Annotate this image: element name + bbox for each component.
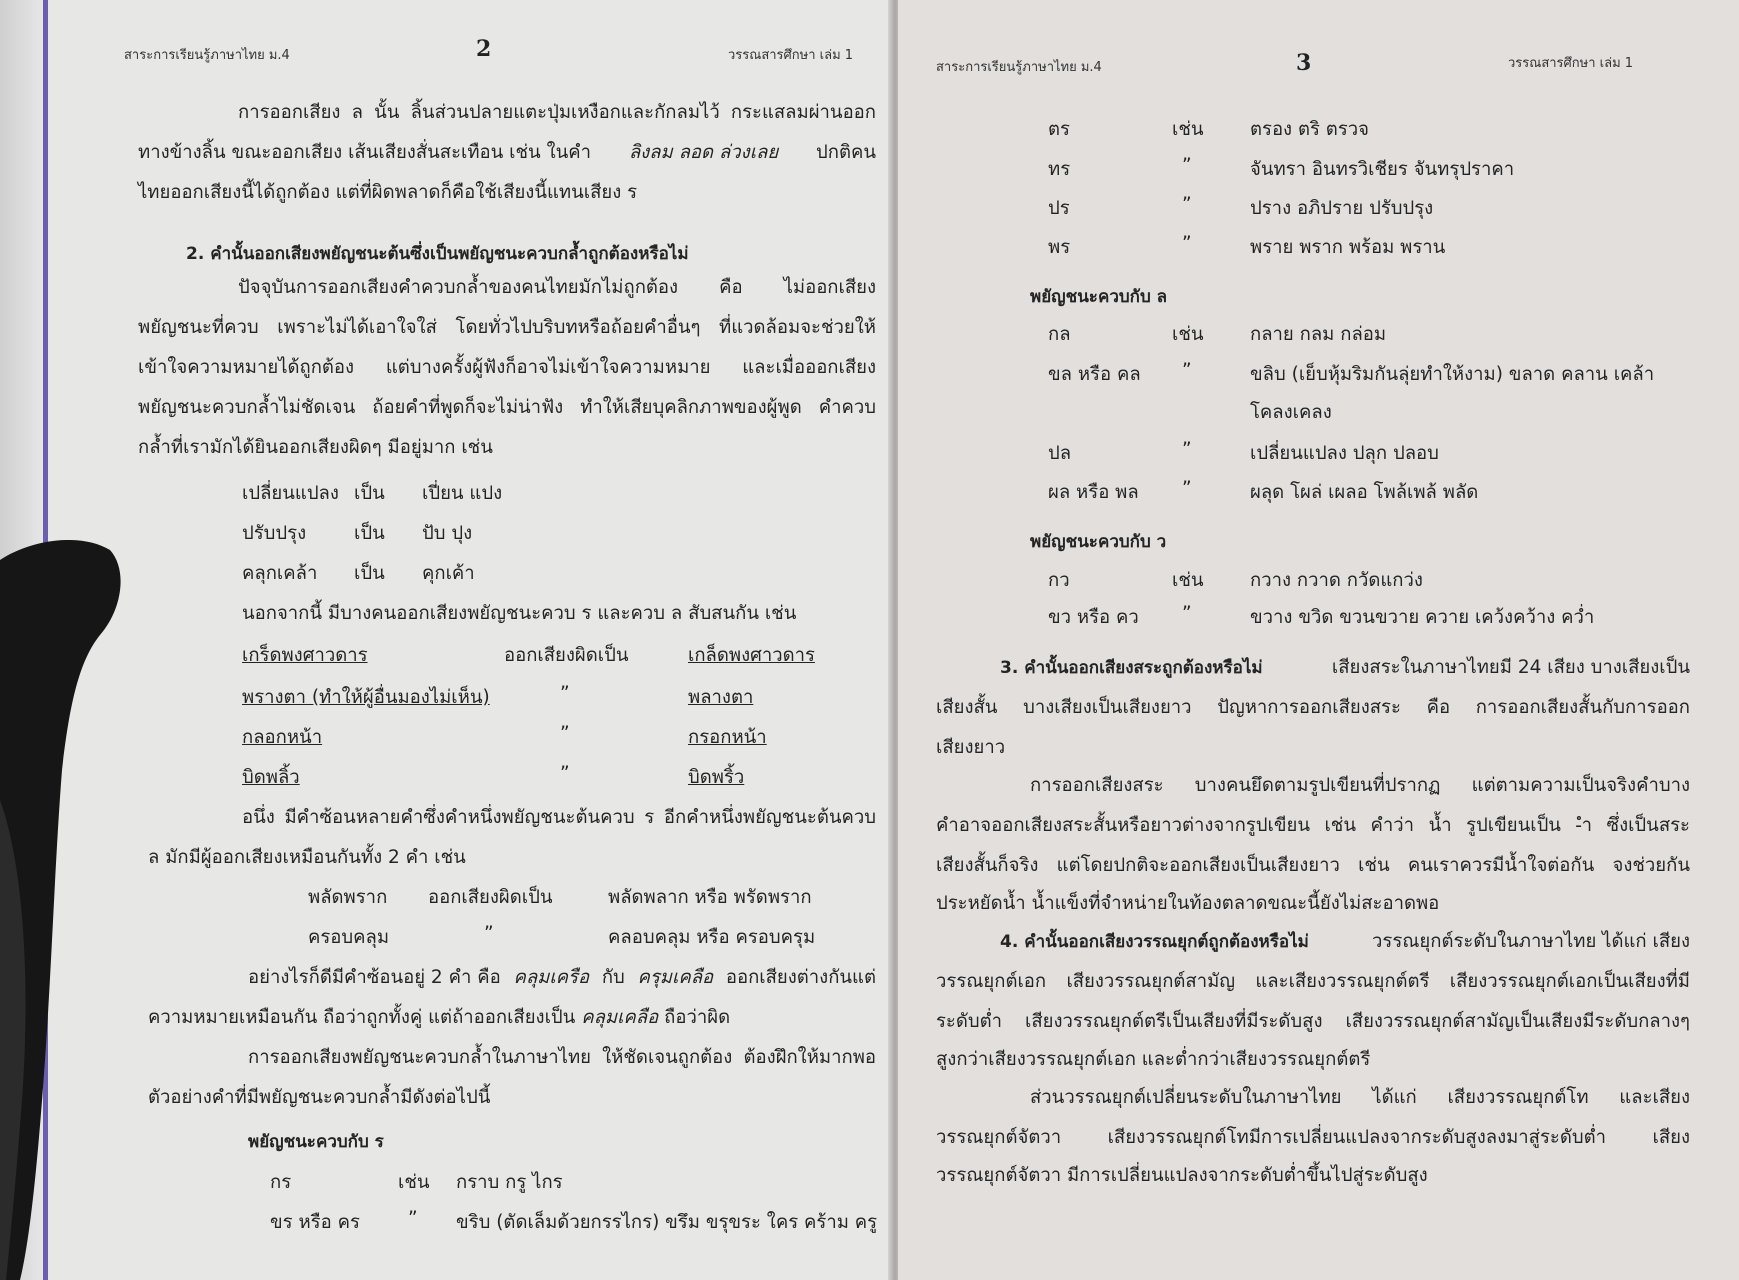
- italic-run: ลิงลม ลอด ล่วงเลย: [628, 142, 779, 163]
- paragraph-line: การออกเสียงสระ บางคนยึดตามรูปเขียนที่ปรากฏ แต่ตามความเป็นจริงคำบาง: [1030, 775, 1690, 796]
- dark-cloth-overlay: [0, 540, 125, 1280]
- example-sep: เป็น: [354, 483, 385, 504]
- example-word: เปลี่ยนแปลง: [242, 483, 339, 504]
- cluster-mark: ”: [1182, 478, 1192, 499]
- left-header-title: สาระการเรียนรู้ภาษาไทย ม.4: [124, 48, 290, 63]
- example-wrong: พลางตา: [688, 687, 754, 708]
- paragraph-line: ล มักมีผู้ออกเสียงเหมือนกันทั้ง 2 คำ เช่น: [148, 847, 466, 868]
- ditto-mark: ”: [560, 683, 570, 704]
- cluster: ปร: [1048, 198, 1070, 219]
- cluster-words: ขวาง ขวิด ขวนขวาย ควาย เคว้งคว้าง คว่ำ: [1250, 607, 1595, 628]
- paragraph-line: นอกจากนี้ มีบางคนออกเสียงพยัญชนะควบ ร และควบ ล สับสนกัน เช่น: [242, 603, 797, 624]
- text-run: ปกติคน: [816, 142, 876, 163]
- italic-run: คลุมเคลือ: [581, 1007, 659, 1028]
- paragraph-line: วรรณยุกต์จัตวา มีการเปลี่ยนแปลงจากระดับต่ำขึ้นไปสู่ระดับสูง: [936, 1165, 1428, 1186]
- example-word: พลัดพราก: [308, 887, 388, 908]
- paragraph-line: พยัญชนะที่ควบ เพราะไม่ได้เอาใจใส่ โดยทั่วไปบริบทหรือถ้อยคำอื่นๆ ที่แวดล้อมจะช่วยให้: [138, 317, 876, 338]
- italic-run: คลุมเครือ: [513, 967, 590, 988]
- paragraph-line: [1000, 931, 1690, 953]
- paragraph-line: ส่วนวรรณยุกต์เปลี่ยนระดับในภาษาไทย ได้แก่ เสียงวรรณยุกต์โท และเสียง: [1030, 1087, 1690, 1108]
- example-sep: เป็น: [354, 523, 385, 544]
- example-wrong: กรอกหน้า: [688, 727, 767, 748]
- cluster-words: จันทรา อินทรวิเชียร จันทรุปราคา: [1250, 159, 1515, 180]
- example-word: คลุกเคล้า: [242, 563, 318, 584]
- subhead-r: พยัญชนะควบกับ ร: [248, 1132, 384, 1152]
- cluster-mark: ”: [1182, 603, 1192, 624]
- paragraph-line: การออกเสียงพยัญชนะควบกล้ำในภาษาไทย ให้ชัดเจนถูกต้อง ต้องฝึกให้มากพอ: [248, 1047, 876, 1068]
- paragraph-line: สูงกว่าเสียงวรรณยุกต์เอก และต่ำกว่าเสียงวรรณยุกต์ตรี: [936, 1049, 1371, 1070]
- paragraph-line: กล้ำที่เรามักได้ยินออกเสียงผิดๆ มีอยู่มาก เช่น: [138, 437, 493, 458]
- left-page: [48, 0, 896, 1280]
- cluster-words: ขริบ (ตัดเล็มด้วยกรรไกร) ขรึม ขรุขระ ใคร คร้าม ครู: [456, 1212, 878, 1233]
- cluster-mark: เช่น: [398, 1172, 430, 1193]
- cluster-words: เปลี่ยนแปลง ปลุก ปลอบ: [1250, 443, 1439, 464]
- italic-run: ครุมเคลือ: [637, 967, 714, 988]
- cluster-mark: ”: [1182, 233, 1192, 254]
- text-run: ความหมายเหมือนกัน ถือว่าถูกทั้งคู่ แต่ถ้าออกเสียงเป็น: [148, 1007, 576, 1028]
- cluster: กล: [1048, 324, 1071, 345]
- paragraph-line: ไทยออกเสียงนี้ได้ถูกต้อง แต่ที่ผิดพลาดก็คือใช้เสียงนี้แทนเสียง ร: [138, 182, 638, 203]
- cluster-mark: ”: [408, 1208, 418, 1229]
- example-word: พรางตา (ทำให้ผู้อื่นมองไม่เห็น): [242, 687, 490, 708]
- cluster-mark: เช่น: [1172, 324, 1204, 345]
- example-wrong: ปับ ปุง: [422, 523, 473, 544]
- paragraph-line: [1000, 657, 1690, 679]
- cluster: ปล: [1048, 443, 1072, 464]
- left-page-number: 2: [476, 36, 492, 62]
- paragraph-line: [138, 142, 876, 164]
- cluster: ผล หรือ พล: [1048, 482, 1139, 503]
- example-word: เกร็ดพงศาวดาร: [242, 645, 368, 666]
- cluster: กว: [1048, 570, 1070, 591]
- cluster-words: พราย พราก พร้อม พราน: [1250, 237, 1446, 258]
- text-run: ออกเสียงต่างกันแต่: [725, 967, 876, 988]
- example-wrong: คุกเค้า: [422, 563, 475, 584]
- example-mark: ออกเสียงผิดเป็น: [428, 887, 553, 908]
- example-word: ปรับปรุง: [242, 523, 307, 544]
- paragraph-line: คำอาจออกเสียงสระสั้นหรือยาวต่างจากรูปเขียน เช่น คำว่า น้ำ รูปเขียนเป็น -ำ ซึ่งเป็นสระ: [936, 815, 1690, 836]
- cluster-mark: ”: [1182, 360, 1192, 381]
- cluster-words: โคลงเคลง: [1250, 402, 1332, 423]
- example-wrong: คลอบคลุม หรือ ครอบครุม: [608, 927, 816, 948]
- cluster-mark: เช่น: [1172, 570, 1204, 591]
- paragraph-line: [248, 967, 876, 989]
- example-word: กลอกหน้า: [242, 727, 323, 748]
- cluster-mark: เช่น: [1172, 119, 1204, 140]
- example-word: ครอบคลุม: [308, 927, 390, 948]
- subhead-w: พยัญชนะควบกับ ว: [1030, 532, 1167, 552]
- paragraph-line: การออกเสียง ล นั้น ลิ้นส่วนปลายแตะปุ่มเหงือกและกักลมไว้ กระแสลมผ่านออก: [238, 102, 876, 123]
- text-run: วรรณยุกต์ระดับในภาษาไทย ได้แก่ เสียง: [1372, 931, 1690, 952]
- section-heading-2: 2. คำนั้นออกเสียงพยัญชนะต้นซึ่งเป็นพยัญชนะควบกล้ำถูกต้องหรือไม่: [186, 244, 689, 264]
- text-run: กับ: [601, 967, 625, 988]
- paragraph-line: อนึ่ง มีคำซ้อนหลายคำซึ่งคำหนึ่งพยัญชนะต้นควบ ร อีกคำหนึ่งพยัญชนะต้นควบ: [242, 807, 876, 828]
- cluster-words: ตรอง ตริ ตรวจ: [1250, 119, 1369, 140]
- cluster-words: กราบ กรู ไกร: [456, 1172, 563, 1193]
- cluster: ทร: [1048, 159, 1071, 180]
- text-run: อย่างไรก็ดีมีคำซ้อนอยู่ 2 คำ คือ: [248, 967, 501, 988]
- left-header-book: วรรณสารศึกษา เล่ม 1: [728, 48, 854, 63]
- paragraph-line: เสียงสั้นก็จริง แต่โดยปกติจะออกเสียงเป็นเสียงยาว เช่น คนเราควรมีน้ำใจต่อกัน จงช่วยกัน: [936, 855, 1690, 876]
- paragraph-line: ระดับต่ำ เสียงวรรณยุกต์ตรีเป็นเสียงที่มีระดับสูง เสียงวรรณยุกต์สามัญเป็นเสียงมีระดับกลางๆ: [936, 1011, 1690, 1032]
- right-page-number: 3: [1296, 50, 1312, 76]
- cluster: กร: [270, 1172, 292, 1193]
- example-wrong: เปี่ยน แปง: [422, 483, 503, 504]
- example-wrong: เกล็ดพงศาวดาร: [688, 645, 815, 666]
- ditto-mark: ”: [560, 723, 570, 744]
- example-sep: เป็น: [354, 563, 385, 584]
- cluster-mark: ”: [1182, 194, 1192, 215]
- example-wrong: บิดพริ้ว: [688, 767, 745, 788]
- cluster-words: กลาย กลม กล่อม: [1250, 324, 1387, 345]
- cluster-mark: ”: [1182, 155, 1192, 176]
- cluster-words: กวาง กวาด กวัดแกว่ง: [1250, 570, 1423, 591]
- cluster-mark: ”: [1182, 439, 1192, 460]
- right-header-title: สาระการเรียนรู้ภาษาไทย ม.4: [936, 60, 1102, 75]
- paragraph-line: ปัจจุบันการออกเสียงคำควบกล้ำของคนไทยมักไม่ถูกต้อง คือ ไม่ออกเสียง: [238, 277, 876, 298]
- cluster: ขล หรือ คล: [1048, 364, 1141, 385]
- paragraph-line: เข้าใจความหมายได้ถูกต้อง แต่บางครั้งผู้ฟังก็อาจไม่เข้าใจความหมาย และเมื่อออกเสียง: [138, 357, 876, 378]
- cluster: ตร: [1048, 119, 1070, 140]
- paragraph-line: ประหยัดน้ำ น้ำแข็งที่จำหน่ายในท้องตลาดขณะนี้ยังไม่สะอาดพอ: [936, 893, 1440, 914]
- section-heading-3: 3. คำนั้นออกเสียงสระถูกต้องหรือไม่: [1000, 658, 1263, 678]
- cluster-words: ปราง อภิปราย ปรับปรุง: [1250, 198, 1434, 219]
- text-run: เสียงสระในภาษาไทยมี 24 เสียง บางเสียงเป็น: [1331, 657, 1690, 678]
- paragraph-line: [148, 1007, 730, 1029]
- paragraph-line: วรรณยุกต์เอก เสียงวรรณยุกต์สามัญ และเสียงวรรณยุกต์ตรี เสียงวรรณยุกต์เอกเป็นเสียงที่มี: [936, 971, 1690, 992]
- ditto-mark: ”: [484, 923, 494, 944]
- ditto-mark: ”: [560, 763, 570, 784]
- paragraph-line: วรรณยุกต์จัตวา เสียงวรรณยุกต์โทมีการเปลี่ยนแปลงจากระดับสูงลงมาสู่ระดับต่ำ เสียง: [936, 1127, 1690, 1148]
- example-wrong: พลัดพลาก หรือ พรัดพราก: [608, 887, 812, 908]
- paragraph-line: ตัวอย่างคำที่มีพยัญชนะควบกล้ำมีดังต่อไปนี้: [148, 1087, 491, 1108]
- cluster: ขว หรือ คว: [1048, 607, 1139, 628]
- cluster: พร: [1048, 237, 1071, 258]
- cluster: ขร หรือ คร: [270, 1212, 360, 1233]
- paragraph-line: เสียงยาว: [936, 737, 1006, 758]
- examples-header: ออกเสียงผิดเป็น: [504, 645, 629, 666]
- cluster-words: ขลิบ (เย็บหุ้มริมกันลุ่ยทำให้งาม) ขลาด คลาน เคล้า: [1250, 364, 1655, 385]
- paragraph-line: พยัญชนะควบกล้ำไม่ชัดเจน ถ้อยคำที่พูดก็จะไม่น่าฟัง ทำให้เสียบุคลิกภาพของผู้พูด คำควบ: [138, 397, 876, 418]
- text-run: ทางข้างลิ้น ขณะออกเสียง เส้นเสียงสั่นสะเทือน เช่น ในคำ: [138, 142, 592, 163]
- example-word: บิดพลิ้ว: [242, 767, 300, 788]
- subhead-l: พยัญชนะควบกับ ล: [1030, 287, 1168, 307]
- section-heading-4: 4. คำนั้นออกเสียงวรรณยุกต์ถูกต้องหรือไม่: [1000, 932, 1309, 952]
- paragraph-line: เสียงสั้น บางเสียงเป็นเสียงยาว ปัญหาการออกเสียงสระ คือ การออกเสียงสั้นกับการออก: [936, 697, 1690, 718]
- right-page: [898, 0, 1739, 1280]
- cluster-words: ผลุด โผล่ เผลอ โพล้เพล้ พลัด: [1250, 482, 1479, 503]
- text-run: ถือว่าผิด: [664, 1007, 731, 1028]
- right-header-book: วรรณสารศึกษา เล่ม 1: [1508, 56, 1634, 71]
